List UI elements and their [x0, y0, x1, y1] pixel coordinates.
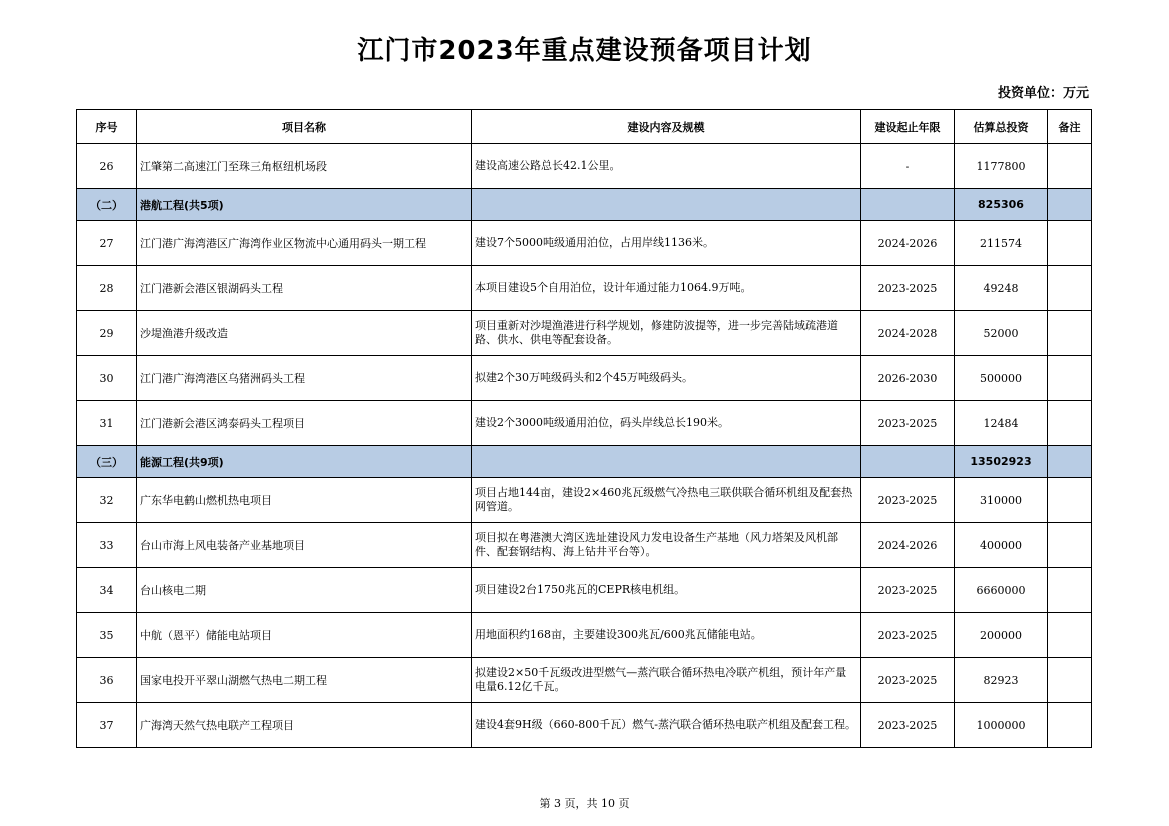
cell-name: 江肇第二高速江门至珠三角枢纽机场段	[137, 144, 472, 189]
cell-content: 项目重新对沙堤渔港进行科学规划，修建防波提等，进一步完善陆域疏港道路、供水、供电等配套设备。	[472, 311, 861, 356]
cell-remark	[1048, 613, 1092, 658]
cell-period: 2023-2025	[861, 401, 955, 446]
cell-no: 29	[77, 311, 137, 356]
cell-investment: 400000	[955, 523, 1048, 568]
cell-remark	[1048, 568, 1092, 613]
cell-name: 广东华电鹤山燃机热电项目	[137, 478, 472, 523]
cell-period: 2023-2025	[861, 658, 955, 703]
cell-content	[472, 189, 861, 221]
cell-period: -	[861, 144, 955, 189]
header-period: 建设起止年限	[861, 110, 955, 144]
cell-investment: 1177800	[955, 144, 1048, 189]
cell-remark	[1048, 478, 1092, 523]
cell-remark	[1048, 356, 1092, 401]
cell-no: 30	[77, 356, 137, 401]
cell-no: 33	[77, 523, 137, 568]
cell-period: 2024-2026	[861, 523, 955, 568]
cell-name: 台山核电二期	[137, 568, 472, 613]
cell-no: 35	[77, 613, 137, 658]
cell-content: 建设高速公路总长42.1公里。	[472, 144, 861, 189]
cell-content	[472, 446, 861, 478]
cell-period: 2023-2025	[861, 613, 955, 658]
cell-remark	[1048, 523, 1092, 568]
cell-content: 项目占地144亩，建设2×460兆瓦级燃气冷热电三联供联合循环机组及配套热网管道。	[472, 478, 861, 523]
table-row	[77, 523, 1092, 568]
cell-no: 28	[77, 266, 137, 311]
table-row	[77, 568, 1092, 613]
header-investment: 估算总投资	[955, 110, 1048, 144]
cell-name: 广海湾天然气热电联产工程项目	[137, 703, 472, 748]
table-row	[77, 221, 1092, 266]
cell-content: 项目拟在粤港澳大湾区选址建设风力发电设备生产基地（风力塔架及风机部件、配套钢结构、海上钻井平台等）。	[472, 523, 861, 568]
cell-name: 江门港新会港区银湖码头工程	[137, 266, 472, 311]
cell-name: 国家电投开平翠山湖燃气热电二期工程	[137, 658, 472, 703]
cell-content: 本项目建设5个自用泊位，设计年通过能力1064.9万吨。	[472, 266, 861, 311]
cell-period: 2023-2025	[861, 703, 955, 748]
cell-name: 江门港广海湾港区乌猪洲码头工程	[137, 356, 472, 401]
cell-no: 31	[77, 401, 137, 446]
cell-period: 2023-2025	[861, 568, 955, 613]
cell-investment: 12484	[955, 401, 1048, 446]
cell-name: 港航工程(共5项)	[137, 189, 472, 221]
cell-name: 能源工程(共9项)	[137, 446, 472, 478]
cell-investment: 500000	[955, 356, 1048, 401]
cell-no: 27	[77, 221, 137, 266]
page-title: 江门市2023年重点建设预备项目计划	[357, 36, 812, 66]
cell-no: 26	[77, 144, 137, 189]
table-row	[77, 613, 1092, 658]
category-row	[77, 189, 1092, 221]
project-plan-table	[76, 109, 1092, 748]
cell-remark	[1048, 703, 1092, 748]
cell-investment: 52000	[955, 311, 1048, 356]
cell-period	[861, 189, 955, 221]
cell-content: 用地面积约168亩，主要建设300兆瓦/600兆瓦储能电站。	[472, 613, 861, 658]
table-row	[77, 478, 1092, 523]
header-remark: 备注	[1048, 110, 1092, 144]
cell-name: 台山市海上风电装备产业基地项目	[137, 523, 472, 568]
cell-remark	[1048, 189, 1092, 221]
cell-no: 34	[77, 568, 137, 613]
cell-period: 2023-2025	[861, 266, 955, 311]
table-row	[77, 401, 1092, 446]
cell-investment: 310000	[955, 478, 1048, 523]
cell-investment: 13502923	[955, 446, 1048, 478]
cell-name: 江门港广海湾港区广海湾作业区物流中心通用码头一期工程	[137, 221, 472, 266]
cell-content: 建设7个5000吨级通用泊位，占用岸线1136米。	[472, 221, 861, 266]
cell-remark	[1048, 658, 1092, 703]
cell-remark	[1048, 311, 1092, 356]
page-footer: 第 3 页，共 10 页	[539, 797, 630, 810]
table-row	[77, 144, 1092, 189]
cell-investment: 6660000	[955, 568, 1048, 613]
header-name: 项目名称	[137, 110, 472, 144]
table-row	[77, 356, 1092, 401]
cell-content: 建设4套9H级（660-800千瓦）燃气-蒸汽联合循环热电联产机组及配套工程。	[472, 703, 861, 748]
cell-investment: 825306	[955, 189, 1048, 221]
investment-unit: 投资单位：万元	[997, 86, 1089, 101]
cell-period: 2023-2025	[861, 478, 955, 523]
cell-no: 37	[77, 703, 137, 748]
table-row	[77, 266, 1092, 311]
cell-no: 32	[77, 478, 137, 523]
header-content: 建设内容及规模	[472, 110, 861, 144]
cell-content: 建设2个3000吨级通用泊位，码头岸线总长190米。	[472, 401, 861, 446]
category-row	[77, 446, 1092, 478]
cell-period: 2026-2030	[861, 356, 955, 401]
header-no: 序号	[77, 110, 137, 144]
cell-content: 拟建2个30万吨级码头和2个45万吨级码头。	[472, 356, 861, 401]
table-row	[77, 703, 1092, 748]
cell-remark	[1048, 446, 1092, 478]
cell-no: 36	[77, 658, 137, 703]
cell-remark	[1048, 266, 1092, 311]
table-row	[77, 311, 1092, 356]
cell-name: 中航（恩平）储能电站项目	[137, 613, 472, 658]
cell-period: 2024-2028	[861, 311, 955, 356]
cell-investment: 200000	[955, 613, 1048, 658]
cell-content: 拟建设2×50千瓦级改进型燃气—蒸汽联合循环热电冷联产机组，预计年产量电量6.12亿千瓦。	[472, 658, 861, 703]
table-row	[77, 658, 1092, 703]
cell-investment: 211574	[955, 221, 1048, 266]
cell-investment: 82923	[955, 658, 1048, 703]
cell-period	[861, 446, 955, 478]
cell-name: 江门港新会港区鸿泰码头工程项目	[137, 401, 472, 446]
cell-investment: 1000000	[955, 703, 1048, 748]
cell-content: 项目建设2台1750兆瓦的CEPR核电机组。	[472, 568, 861, 613]
cell-remark	[1048, 221, 1092, 266]
cell-investment: 49248	[955, 266, 1048, 311]
cell-remark	[1048, 401, 1092, 446]
cell-no: （三）	[77, 446, 137, 478]
table-header-row	[77, 110, 1092, 144]
cell-period: 2024-2026	[861, 221, 955, 266]
cell-remark	[1048, 144, 1092, 189]
cell-no: （二）	[77, 189, 137, 221]
cell-name: 沙堤渔港升级改造	[137, 311, 472, 356]
